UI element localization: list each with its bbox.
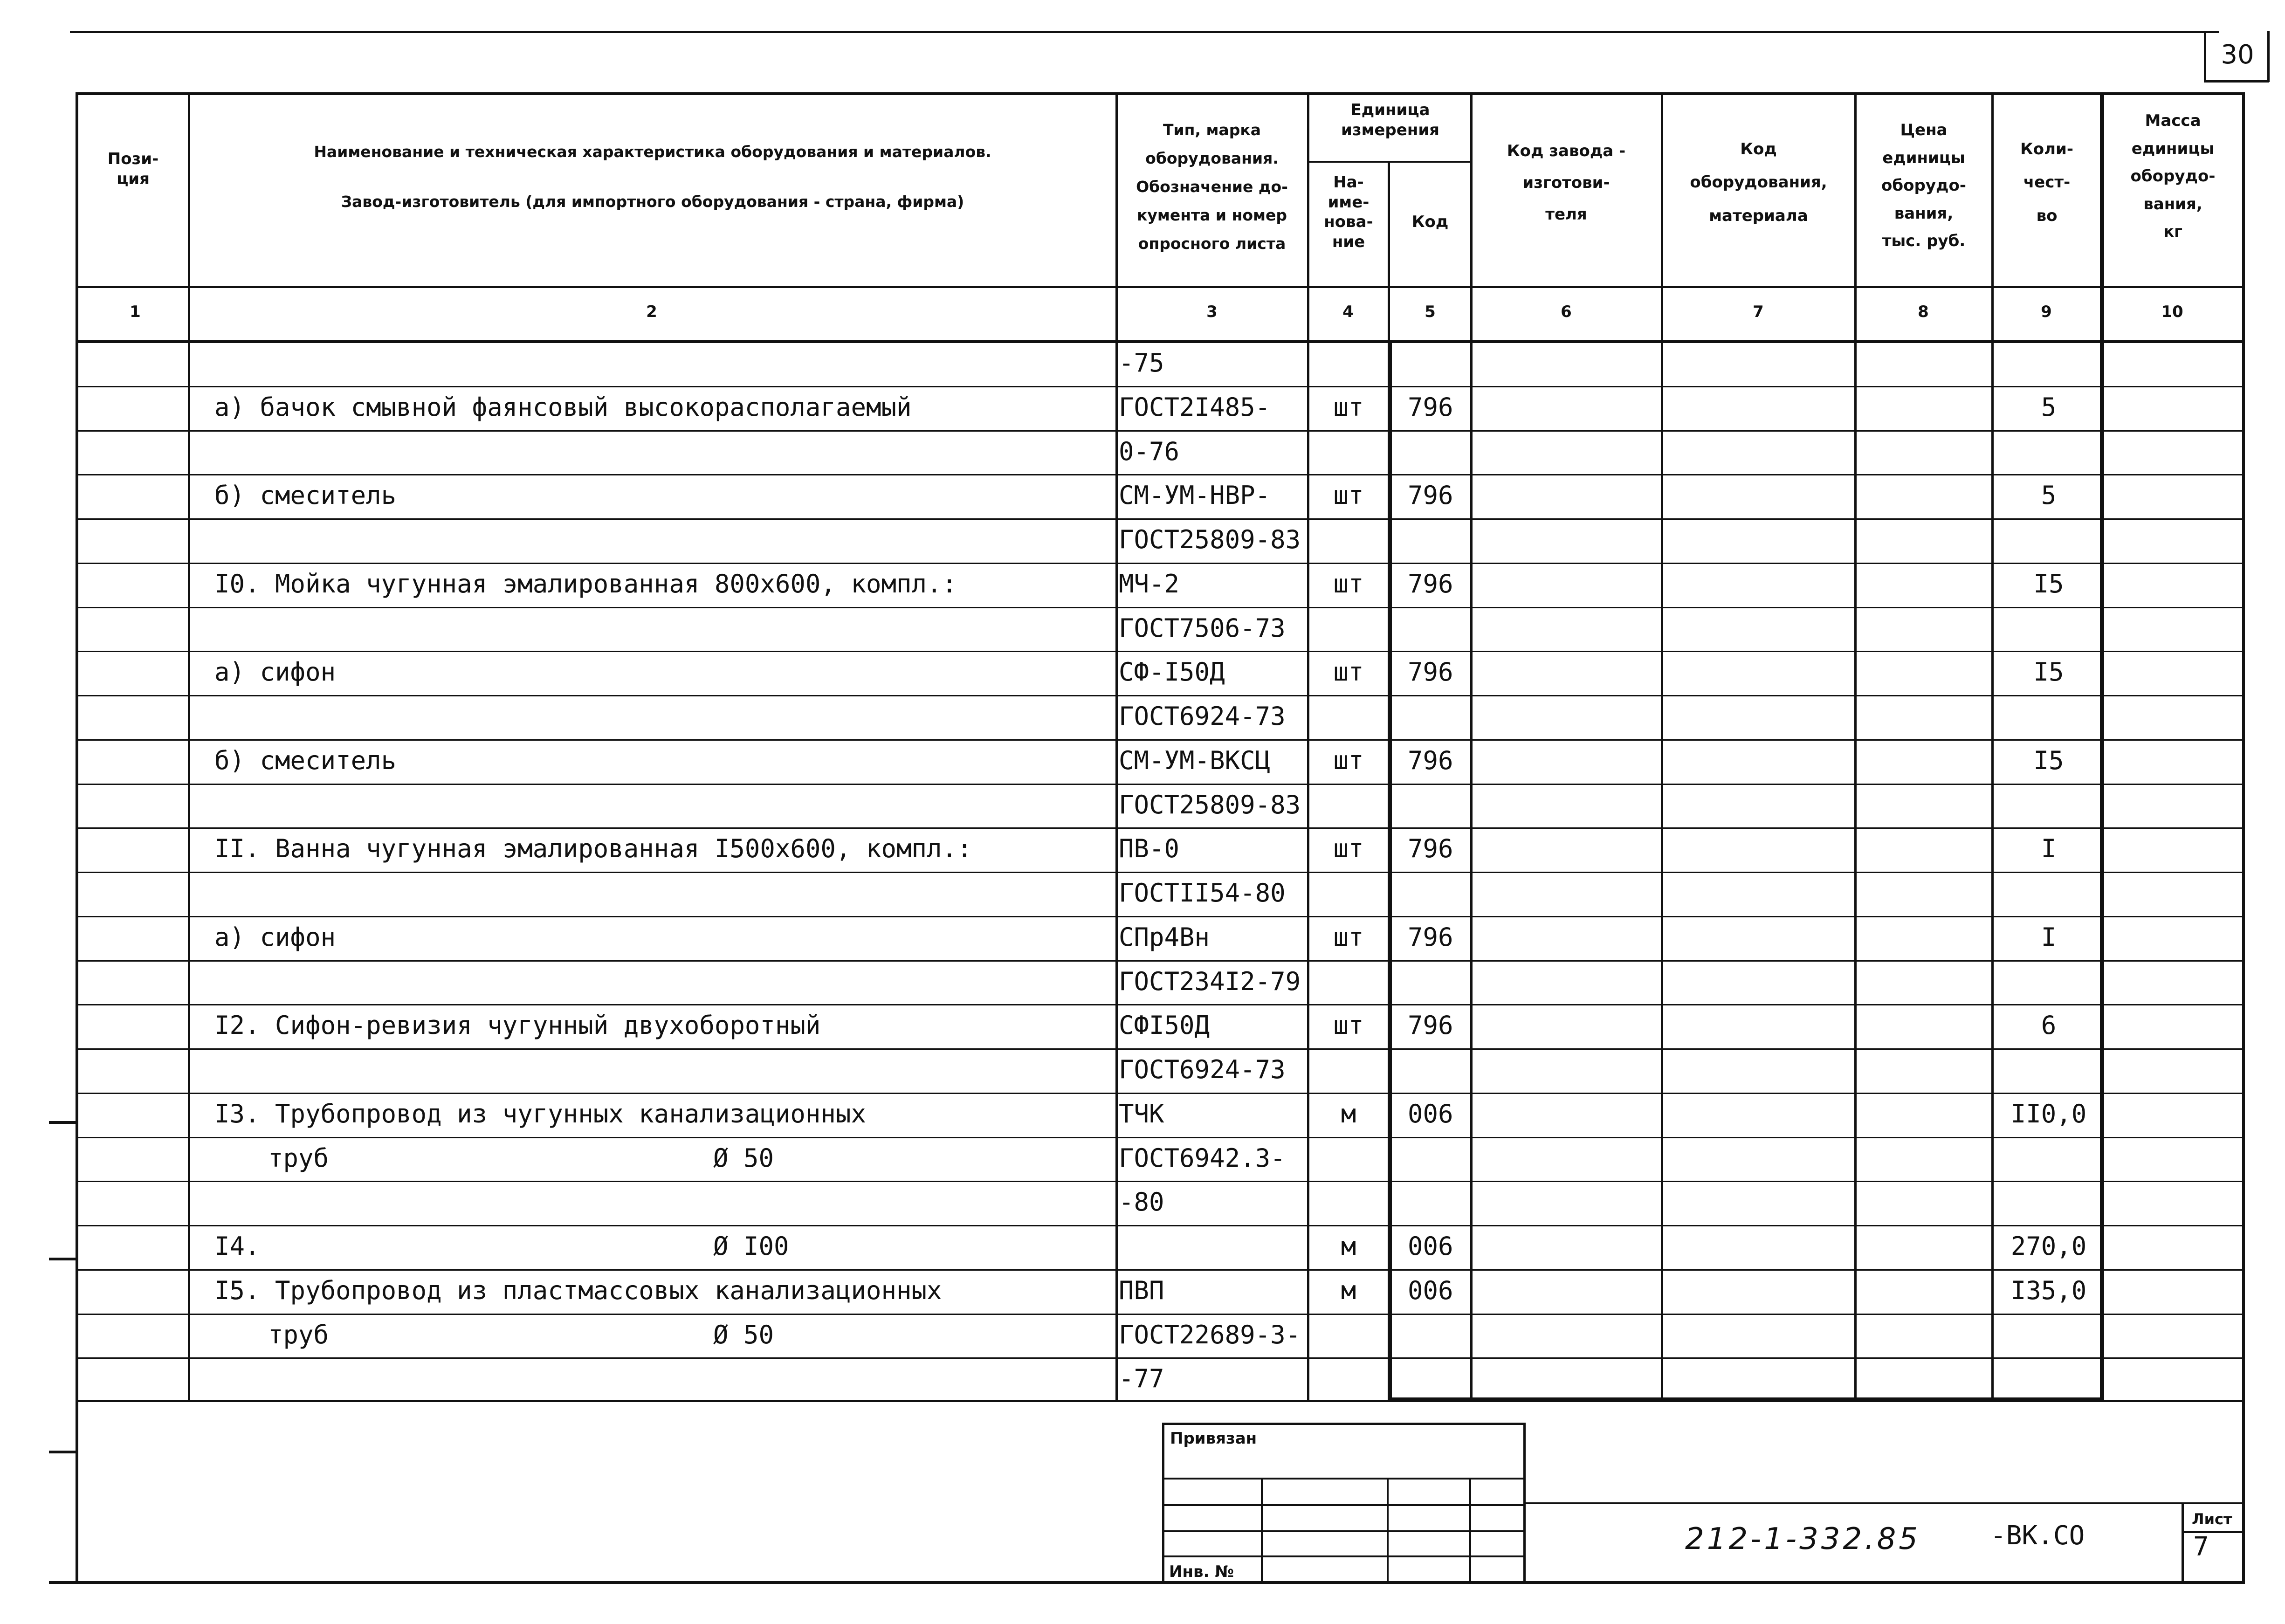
row-divider — [77, 518, 2244, 520]
table-row — [0, 968, 2285, 997]
stamp-attached-label: Привязан — [1170, 1429, 1257, 1448]
row-unit-code: 796 — [1408, 392, 1453, 422]
row-unit: м — [1341, 1099, 1356, 1129]
table-row — [0, 1100, 2285, 1129]
table-row — [0, 1321, 2285, 1350]
row-type: СФ-I50Д — [1119, 658, 1225, 686]
row-type: -75 — [1119, 349, 1164, 377]
number-row-bottom-line — [77, 340, 2244, 343]
row-divider — [77, 695, 2244, 696]
row-name: а) сифон — [214, 657, 336, 687]
header-type: Тип, марка оборудования. Обозначение до- кумента и номер опросного листа — [1136, 121, 1288, 253]
row-quantity: I5 — [2033, 746, 2064, 775]
row-divider — [77, 872, 2244, 873]
row-unit-code: 006 — [1408, 1276, 1453, 1305]
row-unit: шт — [1333, 481, 1364, 510]
sheet-box-divider — [2182, 1531, 2245, 1533]
row-unit: м — [1341, 1232, 1356, 1261]
row-diameter: Ø I00 — [713, 1232, 789, 1261]
row-name: а) сифон — [214, 922, 336, 952]
stamp-left-line — [1162, 1423, 1164, 1583]
column-number-7: 7 — [1753, 303, 1764, 321]
row-unit: шт — [1333, 1011, 1364, 1040]
table-row — [0, 393, 2285, 422]
header-name-line1: Наименование и техническая характеристика оборудования и материалов. — [314, 143, 991, 161]
table-row — [0, 1144, 2285, 1173]
row-quantity: 5 — [2041, 392, 2057, 422]
row-name: труб — [268, 1143, 329, 1173]
table-row — [0, 1232, 2285, 1261]
row-type: ГОСТ6924-73 — [1119, 702, 1286, 730]
column-number-10: 10 — [2161, 303, 2183, 321]
row-name: I4. — [214, 1232, 260, 1261]
row-divider — [77, 916, 2244, 917]
row-divider — [77, 563, 2244, 564]
row-divider — [77, 1269, 2244, 1271]
header-unit-code: Код — [1411, 213, 1449, 231]
stamp-line-1 — [1162, 1478, 1526, 1479]
row-name: б) смеситель — [214, 481, 397, 510]
row-type: ГОСТ2I485- — [1119, 393, 1271, 421]
document-code: 212-1-332.85 — [1685, 1522, 1920, 1556]
row-type: ГОСТII54-80 — [1119, 879, 1286, 907]
row-quantity: I35,0 — [2010, 1276, 2087, 1305]
header-unit-group: Единица измерения — [1341, 101, 1439, 139]
row-type: ГОСТ234I2-79 — [1119, 968, 1301, 996]
header-price: Цена единицы оборудо- вания, тыс. руб. — [1881, 121, 1966, 250]
row-divider — [77, 474, 2244, 475]
column-number-1: 1 — [130, 303, 141, 321]
row-unit-code: 796 — [1408, 922, 1453, 952]
stamp-col-1 — [1261, 1478, 1263, 1583]
row-type: СФI50Д — [1119, 1012, 1210, 1039]
row-type: СМ-УМ-ВКСЦ — [1119, 747, 1271, 775]
row-divider — [77, 784, 2244, 785]
row-unit: шт — [1333, 392, 1364, 422]
column-number-4: 4 — [1342, 303, 1354, 321]
table-row — [0, 570, 2285, 599]
row-divider — [77, 1048, 2244, 1050]
title-block-top-line — [1526, 1502, 2245, 1504]
row-diameter: Ø 50 — [713, 1143, 774, 1173]
column-number-2: 2 — [646, 303, 657, 321]
table-row — [0, 1365, 2285, 1394]
row-divider — [77, 607, 2244, 608]
table-row — [0, 1056, 2285, 1085]
table-row — [0, 349, 2285, 378]
stamp-top-line — [1162, 1423, 1526, 1425]
header-name-line2: Завод-изготовитель (для импортного оборудования - страна, фирма) — [341, 193, 964, 211]
header-factory-code: Код завода - изготови- теля — [1507, 142, 1626, 224]
column-number-5: 5 — [1425, 303, 1436, 321]
row-type: ГОСТ22689-3- — [1119, 1321, 1301, 1349]
sheet-label: Лист — [2192, 1510, 2232, 1528]
header-equipment-code: Код оборудования, материала — [1690, 140, 1827, 225]
row-divider — [77, 1093, 2244, 1094]
table-row — [0, 747, 2285, 776]
row-divider — [77, 1225, 2244, 1226]
row-unit-code: 796 — [1408, 834, 1453, 863]
row-quantity: I — [2041, 834, 2057, 863]
header-mass: Масса единицы оборудо- вания, кг — [2130, 111, 2216, 241]
table-row — [0, 835, 2285, 864]
row-unit-code: 796 — [1408, 746, 1453, 775]
stamp-col-2 — [1387, 1478, 1389, 1583]
row-unit: шт — [1333, 834, 1364, 863]
row-name: труб — [268, 1320, 329, 1349]
sheet-corner-number: 30 — [2221, 40, 2254, 70]
row-divider — [77, 739, 2244, 741]
table-row — [0, 879, 2285, 908]
stamp-line-4 — [1162, 1555, 1526, 1557]
table-row — [0, 923, 2285, 952]
column-number-6: 6 — [1561, 303, 1572, 321]
row-divider — [77, 651, 2244, 652]
row-quantity: II0,0 — [2010, 1099, 2087, 1129]
table-row — [0, 1277, 2285, 1306]
row-quantity: 6 — [2041, 1011, 2057, 1040]
row-name: I0. Мойка чугунная эмалированная 800х600, компл.: — [214, 569, 957, 599]
column-number-9: 9 — [2041, 303, 2052, 321]
stamp-line-2 — [1162, 1504, 1526, 1506]
row-divider — [77, 430, 2244, 432]
row-divider — [77, 827, 2244, 829]
row-unit-code: 006 — [1408, 1099, 1453, 1129]
row-divider — [77, 1357, 2244, 1359]
row-type: 0-76 — [1119, 438, 1180, 466]
column-number-8: 8 — [1918, 303, 1929, 321]
stamp-col-3 — [1469, 1478, 1471, 1583]
sheet-number-box-left — [2204, 31, 2206, 82]
table-row — [0, 482, 2285, 510]
row-type: ГОСТ7506-73 — [1119, 614, 1286, 642]
header-quantity: Коли- чест- во — [2020, 140, 2073, 225]
table-row — [0, 702, 2285, 731]
sheet-number: 7 — [2193, 1532, 2209, 1562]
row-quantity: 5 — [2041, 481, 2057, 510]
document-suffix: -ВК.СО — [1990, 1521, 2085, 1551]
table-row — [0, 614, 2285, 643]
row-type: ТЧК — [1119, 1100, 1164, 1128]
frame-bottom-line — [49, 1581, 2245, 1584]
sheet-box-left — [2182, 1502, 2184, 1583]
row-type: ГОСТ25809-83 — [1119, 526, 1301, 554]
top-border-line — [70, 31, 2219, 33]
row-name: I5. Трубопровод из пластмассовых канализационных — [214, 1276, 942, 1305]
row-quantity: I — [2041, 922, 2057, 952]
row-unit: шт — [1333, 746, 1364, 775]
table-row — [0, 1012, 2285, 1040]
table-body-bottom-thin — [77, 1400, 2244, 1402]
table-row — [0, 658, 2285, 687]
row-type: ПВ-0 — [1119, 835, 1180, 863]
table-top-line — [77, 92, 2244, 95]
table-row — [0, 791, 2285, 820]
margin-tick — [49, 1451, 77, 1453]
table-row — [0, 1188, 2285, 1217]
row-unit: шт — [1333, 569, 1364, 599]
row-unit-code: 796 — [1408, 1011, 1453, 1040]
sheet-number-box-bottom — [2204, 80, 2269, 83]
row-unit: м — [1341, 1276, 1356, 1305]
row-type: МЧ-2 — [1119, 570, 1180, 598]
sheet-number-box-right — [2267, 31, 2270, 82]
row-divider — [77, 386, 2244, 387]
row-divider — [77, 1181, 2244, 1182]
row-divider — [77, 1137, 2244, 1138]
row-unit-code: 796 — [1408, 657, 1453, 687]
column-number-3: 3 — [1206, 303, 1218, 321]
row-type: -80 — [1119, 1188, 1164, 1216]
row-unit-code: 796 — [1408, 481, 1453, 510]
stamp-inventory-label: Инв. № — [1169, 1562, 1234, 1581]
row-quantity: I5 — [2033, 657, 2064, 687]
row-name: б) смеситель — [214, 746, 397, 775]
row-unit: шт — [1333, 922, 1364, 952]
row-type: -77 — [1119, 1365, 1164, 1393]
header-bottom-line — [77, 286, 2244, 288]
row-type: ГОСТ6924-73 — [1119, 1056, 1286, 1084]
table-row — [0, 526, 2285, 555]
row-divider — [77, 1004, 2244, 1005]
row-diameter: Ø 50 — [713, 1320, 774, 1349]
unit-subheader-line — [1308, 161, 1473, 163]
row-type: СПр4Вн — [1119, 923, 1210, 951]
stamp-line-3 — [1162, 1530, 1526, 1532]
row-name: I2. Сифон-ревизия чугунный двухоборотный — [214, 1011, 821, 1040]
row-unit-code: 796 — [1408, 569, 1453, 599]
row-type: ГОСТ6942.3- — [1119, 1144, 1286, 1172]
row-type: ГОСТ25809-83 — [1119, 791, 1301, 819]
row-divider — [77, 1314, 2244, 1315]
row-name: I3. Трубопровод из чугунных канализационных — [214, 1099, 866, 1129]
header-unit-name: На- име- нова- ние — [1324, 173, 1373, 251]
row-quantity: I5 — [2033, 569, 2064, 599]
row-type: СМ-УМ-НВР- — [1119, 482, 1271, 509]
header-position: Пози- ция — [107, 150, 159, 188]
row-name: а) бачок смывной фаянсовый высокорасполагаемый — [214, 392, 912, 422]
row-type: ПВП — [1119, 1277, 1164, 1305]
table-row — [0, 438, 2285, 467]
row-unit-code: 006 — [1408, 1232, 1453, 1261]
row-name: II. Ванна чугунная эмалированная I500х600, компл.: — [214, 834, 972, 863]
row-quantity: 270,0 — [2010, 1232, 2087, 1261]
row-divider — [77, 960, 2244, 962]
row-unit: шт — [1333, 657, 1364, 687]
